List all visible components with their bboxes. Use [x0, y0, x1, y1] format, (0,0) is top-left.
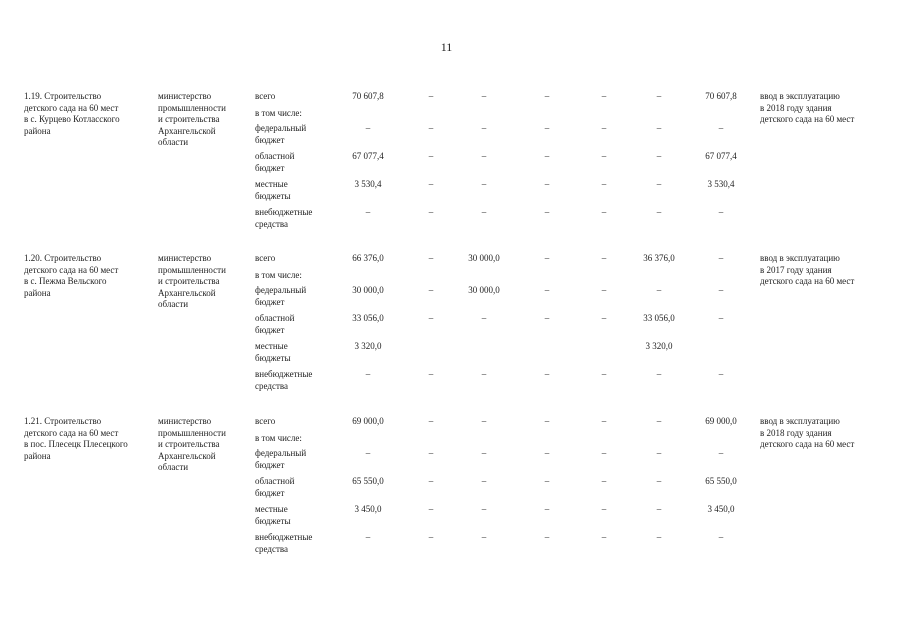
funding-value: 65 550,0: [705, 476, 737, 486]
funding-source-label: внебюджетные средства: [255, 207, 313, 229]
funding-value: –: [718, 313, 724, 323]
funding-value: 3 320,0: [354, 341, 382, 351]
funding-value: –: [718, 253, 724, 263]
funding-value: –: [544, 285, 550, 295]
funding-source-label: всего: [255, 253, 276, 263]
funding-source-label: всего: [255, 416, 276, 426]
funding-value: –: [481, 151, 487, 161]
funding-value: –: [718, 532, 724, 542]
funding-value: –: [365, 448, 371, 458]
funding-value: 3 450,0: [354, 504, 382, 514]
expected-result: ввод в эксплуатацию в 2017 году здания детского сада на 60 мест: [760, 253, 855, 286]
funding-value: –: [428, 123, 434, 133]
funding-value: –: [656, 532, 662, 542]
funding-value: –: [481, 476, 487, 486]
funding-value: –: [601, 207, 607, 217]
funding-value: –: [601, 253, 607, 263]
funding-value: –: [481, 532, 487, 542]
expected-result: ввод в эксплуатацию в 2018 году здания детского сада на 60 мест: [760, 416, 855, 449]
funding-value: –: [601, 448, 607, 458]
funding-value: –: [544, 369, 550, 379]
funding-value: 70 607,8: [352, 91, 384, 101]
funding-value: –: [428, 369, 434, 379]
funding-value: –: [544, 91, 550, 101]
funding-value: –: [428, 476, 434, 486]
funding-value: –: [656, 179, 662, 189]
funding-value: 69 000,0: [705, 416, 737, 426]
funding-source-label: федеральный бюджет: [255, 448, 307, 470]
funding-value: –: [544, 476, 550, 486]
funding-value: –: [428, 151, 434, 161]
funding-value: –: [544, 504, 550, 514]
funding-value: –: [718, 207, 724, 217]
funding-value: –: [481, 123, 487, 133]
funding-value: –: [481, 369, 487, 379]
funding-value: –: [428, 179, 434, 189]
funding-source-label: в том числе:: [255, 270, 302, 280]
funding-value: –: [481, 91, 487, 101]
funding-value: –: [718, 448, 724, 458]
funding-value: –: [656, 448, 662, 458]
funding-value: –: [544, 532, 550, 542]
funding-value: –: [428, 207, 434, 217]
funding-value: –: [601, 532, 607, 542]
responsible-executor: министерство промышленности и строительства Архангельской области: [158, 91, 226, 147]
funding-value: –: [544, 448, 550, 458]
funding-value: 30 000,0: [468, 253, 500, 263]
funding-value: –: [656, 123, 662, 133]
funding-value: –: [656, 91, 662, 101]
funding-value: –: [544, 253, 550, 263]
funding-value: –: [718, 369, 724, 379]
funding-source-label: в том числе:: [255, 433, 302, 443]
funding-value: –: [365, 369, 371, 379]
responsible-executor: министерство промышленности и строительства Архангельской области: [158, 416, 226, 472]
funding-value: –: [656, 207, 662, 217]
funding-value: –: [601, 369, 607, 379]
funding-value: –: [544, 313, 550, 323]
funding-value: 36 376,0: [643, 253, 675, 263]
funding-value: 3 530,4: [707, 179, 735, 189]
funding-source-label: федеральный бюджет: [255, 285, 307, 307]
funding-value: –: [544, 416, 550, 426]
funding-value: –: [656, 369, 662, 379]
funding-value: –: [601, 151, 607, 161]
funding-value: 65 550,0: [352, 476, 384, 486]
funding-source-label: областной бюджет: [255, 476, 295, 498]
responsible-executor: министерство промышленности и строительства Архангельской области: [158, 253, 226, 309]
funding-value: –: [481, 416, 487, 426]
funding-source-label: внебюджетные средства: [255, 369, 313, 391]
funding-value: –: [428, 448, 434, 458]
funding-value: 3 320,0: [645, 341, 673, 351]
funding-source-label: федеральный бюджет: [255, 123, 307, 145]
funding-value: –: [544, 151, 550, 161]
funding-value: –: [481, 448, 487, 458]
funding-value: 3 530,4: [354, 179, 382, 189]
funding-source-label: местные бюджеты: [255, 504, 291, 526]
funding-value: –: [718, 123, 724, 133]
funding-value: 3 450,0: [707, 504, 735, 514]
funding-value: 67 077,4: [352, 151, 384, 161]
funding-value: 70 607,8: [705, 91, 737, 101]
program-entry: [0, 253, 905, 413]
funding-value: 33 056,0: [352, 313, 384, 323]
funding-value: 30 000,0: [352, 285, 384, 295]
page-number: 11: [440, 40, 453, 54]
funding-value: –: [481, 179, 487, 189]
funding-value: 67 077,4: [705, 151, 737, 161]
funding-value: –: [365, 532, 371, 542]
funding-value: –: [428, 91, 434, 101]
funding-value: –: [656, 504, 662, 514]
funding-value: –: [428, 285, 434, 295]
funding-value: –: [656, 416, 662, 426]
funding-value: 69 000,0: [352, 416, 384, 426]
expected-result: ввод в эксплуатацию в 2018 году здания детского сада на 60 мест: [760, 91, 855, 124]
funding-value: –: [428, 504, 434, 514]
funding-value: –: [481, 504, 487, 514]
funding-value: –: [544, 123, 550, 133]
funding-value: –: [601, 123, 607, 133]
funding-value: –: [601, 476, 607, 486]
funding-value: –: [481, 313, 487, 323]
funding-source-label: областной бюджет: [255, 313, 295, 335]
funding-value: –: [718, 285, 724, 295]
funding-value: –: [428, 416, 434, 426]
funding-value: –: [601, 313, 607, 323]
funding-source-label: местные бюджеты: [255, 179, 291, 201]
funding-value: –: [428, 532, 434, 542]
funding-value: –: [601, 91, 607, 101]
funding-value: –: [481, 207, 487, 217]
measure-name: 1.21. Строительство детского сада на 60 мест в пос. Плесецк Плесецкого района: [24, 416, 128, 461]
funding-value: –: [544, 179, 550, 189]
funding-value: –: [365, 207, 371, 217]
funding-value: –: [656, 476, 662, 486]
funding-value: –: [656, 151, 662, 161]
funding-value: –: [428, 313, 434, 323]
measure-name: 1.20. Строительство детского сада на 60 мест в с. Пежма Вельского района: [24, 253, 119, 298]
funding-value: –: [601, 416, 607, 426]
funding-value: 66 376,0: [352, 253, 384, 263]
funding-source-label: всего: [255, 91, 276, 101]
funding-value: 30 000,0: [468, 285, 500, 295]
funding-value: –: [428, 253, 434, 263]
funding-value: –: [601, 179, 607, 189]
funding-value: –: [544, 207, 550, 217]
funding-value: 33 056,0: [643, 313, 675, 323]
funding-value: –: [365, 123, 371, 133]
funding-source-label: областной бюджет: [255, 151, 295, 173]
funding-source-label: местные бюджеты: [255, 341, 291, 363]
program-entry: [0, 416, 905, 576]
program-entry: [0, 91, 905, 251]
funding-value: –: [601, 285, 607, 295]
funding-source-label: внебюджетные средства: [255, 532, 313, 554]
funding-source-label: в том числе:: [255, 108, 302, 118]
measure-name: 1.19. Строительство детского сада на 60 мест в с. Курцево Котласского района: [24, 91, 120, 136]
funding-value: –: [601, 504, 607, 514]
funding-value: –: [656, 285, 662, 295]
